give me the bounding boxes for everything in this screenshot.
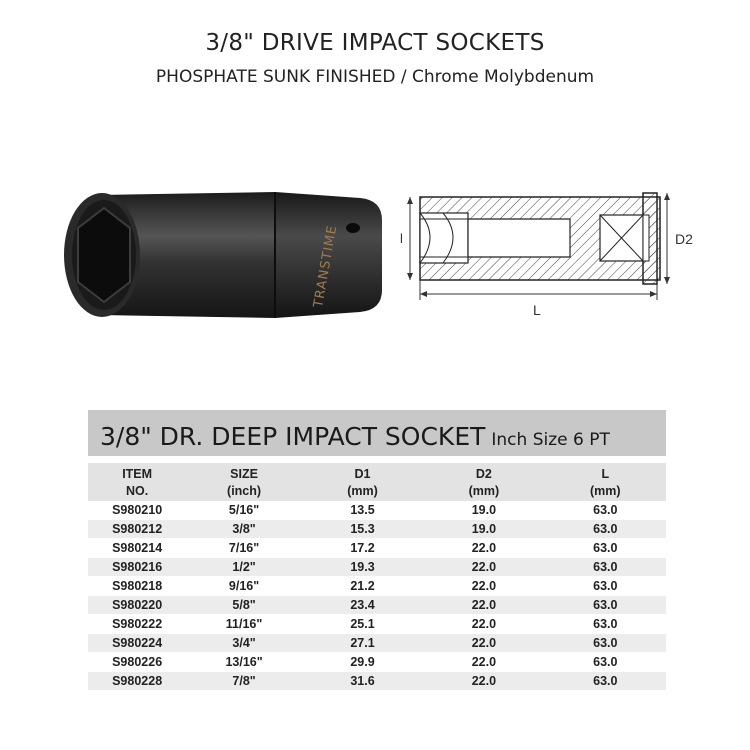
cell-d2: 22.0 xyxy=(423,634,544,653)
cell-size: 7/8" xyxy=(186,672,302,691)
spec-table xyxy=(88,463,666,691)
cell-l: 63.0 xyxy=(545,539,666,558)
header-l-unit: (mm) xyxy=(545,483,666,501)
cell-size: 9/16" xyxy=(186,577,302,596)
cell-size: 3/8" xyxy=(186,520,302,539)
header-l: L xyxy=(545,463,666,483)
table-banner xyxy=(88,410,666,456)
cell-l: 63.0 xyxy=(545,634,666,653)
table-row xyxy=(88,634,666,653)
cell-size: 3/4" xyxy=(186,634,302,653)
cell-size: 7/16" xyxy=(186,539,302,558)
header-item-unit: NO. xyxy=(88,483,186,501)
table-row xyxy=(88,653,666,672)
spec-table-header xyxy=(88,463,666,501)
cell-item-no: S980214 xyxy=(88,539,186,558)
cell-d2: 22.0 xyxy=(423,672,544,691)
cell-item-no: S980212 xyxy=(88,520,186,539)
cell-d1: 25.1 xyxy=(302,615,423,634)
socket-product-image xyxy=(60,180,390,330)
cell-d2: 19.0 xyxy=(423,520,544,539)
banner-title: 3/8" DR. DEEP IMPACT SOCKET xyxy=(100,422,486,451)
header-d2-unit: (mm) xyxy=(423,483,544,501)
cell-l: 63.0 xyxy=(545,615,666,634)
cell-item-no: S980218 xyxy=(88,577,186,596)
cell-d1: 23.4 xyxy=(302,596,423,615)
diagram-label-l-small: l xyxy=(400,231,403,246)
cell-l: 63.0 xyxy=(545,672,666,691)
banner-subtitle: Inch Size 6 PT xyxy=(491,430,610,450)
cell-d2: 22.0 xyxy=(423,596,544,615)
header-d1-unit: (mm) xyxy=(302,483,423,501)
cell-item-no: S980210 xyxy=(88,501,186,520)
cell-l: 63.0 xyxy=(545,558,666,577)
cell-d1: 19.3 xyxy=(302,558,423,577)
cell-l: 63.0 xyxy=(545,577,666,596)
diagram-label-d2: D2 xyxy=(675,231,693,247)
header-item: ITEM xyxy=(88,463,186,483)
cell-item-no: S980226 xyxy=(88,653,186,672)
brand-text: TRANSTIME xyxy=(311,223,341,309)
cell-size: 11/16" xyxy=(186,615,302,634)
cell-d1: 15.3 xyxy=(302,520,423,539)
cell-item-no: S980228 xyxy=(88,672,186,691)
diagram-label-L: L xyxy=(533,302,541,318)
cell-d1: 21.2 xyxy=(302,577,423,596)
cell-item-no: S980222 xyxy=(88,615,186,634)
page-title: 3/8" DRIVE IMPACT SOCKETS xyxy=(205,30,545,56)
cell-size: 1/2" xyxy=(186,558,302,577)
cell-l: 63.0 xyxy=(545,596,666,615)
cell-size: 13/16" xyxy=(186,653,302,672)
cell-d2: 19.0 xyxy=(423,501,544,520)
cell-d1: 13.5 xyxy=(302,501,423,520)
header-size: SIZE xyxy=(186,463,302,483)
socket-cross-section-diagram xyxy=(395,185,715,320)
cell-d1: 31.6 xyxy=(302,672,423,691)
cell-l: 63.0 xyxy=(545,520,666,539)
cell-l: 63.0 xyxy=(545,501,666,520)
cell-d1: 29.9 xyxy=(302,653,423,672)
table-row xyxy=(88,520,666,539)
table-row xyxy=(88,596,666,615)
cell-d2: 22.0 xyxy=(423,615,544,634)
cell-l: 63.0 xyxy=(545,653,666,672)
page-subtitle: PHOSPHATE SUNK FINISHED / Chrome Molybdenum xyxy=(155,67,595,87)
table-row xyxy=(88,558,666,577)
table-row xyxy=(88,577,666,596)
cell-item-no: S980220 xyxy=(88,596,186,615)
cell-d1: 27.1 xyxy=(302,634,423,653)
table-row xyxy=(88,501,666,520)
table-row xyxy=(88,539,666,558)
header-size-unit: (inch) xyxy=(186,483,302,501)
cell-size: 5/8" xyxy=(186,596,302,615)
table-row xyxy=(88,672,666,691)
table-row xyxy=(88,615,666,634)
cell-d1: 17.2 xyxy=(302,539,423,558)
cell-d2: 22.0 xyxy=(423,539,544,558)
cell-item-no: S980224 xyxy=(88,634,186,653)
cell-d2: 22.0 xyxy=(423,653,544,672)
header-d2: D2 xyxy=(423,463,544,483)
cell-d2: 22.0 xyxy=(423,558,544,577)
cell-item-no: S980216 xyxy=(88,558,186,577)
cell-d2: 22.0 xyxy=(423,577,544,596)
header-d1: D1 xyxy=(302,463,423,483)
cell-size: 5/16" xyxy=(186,501,302,520)
